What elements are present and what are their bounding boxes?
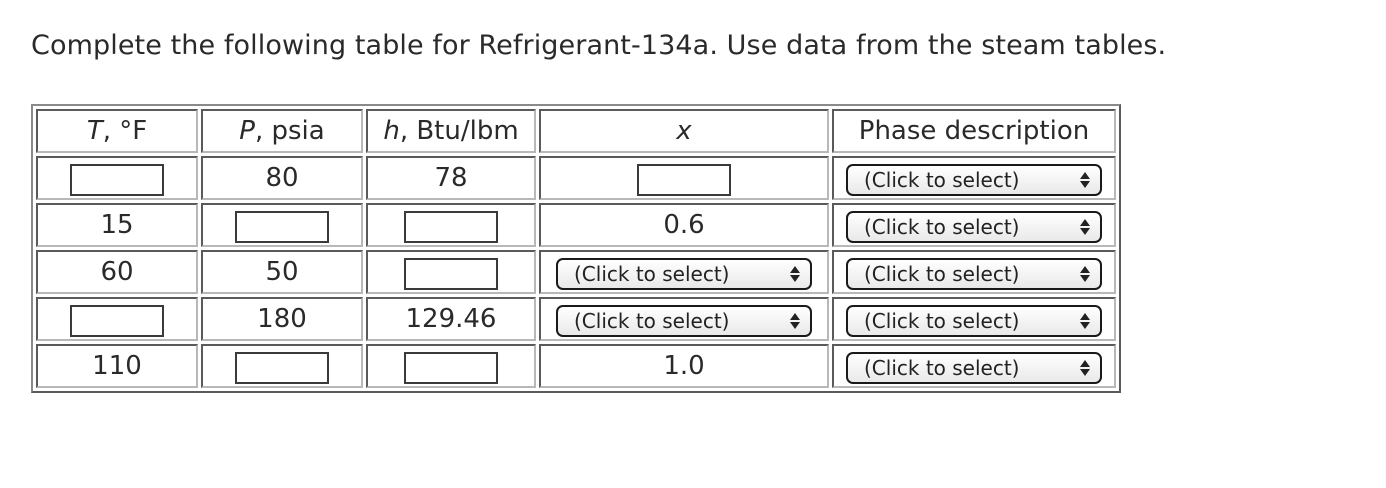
table-row <box>36 250 1116 294</box>
enthalpy-input[interactable] <box>404 258 498 290</box>
cell-phase <box>832 297 1116 341</box>
header-quality <box>539 109 829 153</box>
pressure-input[interactable] <box>235 352 329 384</box>
header-quality-var: x <box>676 116 692 146</box>
header-phase-description: Phase description <box>832 109 1116 153</box>
enthalpy-input[interactable] <box>404 352 498 384</box>
header-temperature-unit: , °F <box>102 116 148 146</box>
quality-input[interactable] <box>637 164 731 196</box>
up-down-arrows-icon <box>790 313 800 329</box>
cell-enthalpy <box>366 297 536 341</box>
table-row <box>36 344 1116 388</box>
cell-quality <box>539 156 829 200</box>
header-pressure <box>201 109 363 153</box>
phase-select[interactable] <box>846 305 1102 337</box>
cell-enthalpy <box>366 250 536 294</box>
phase-select[interactable] <box>846 258 1102 290</box>
cell-pressure <box>201 344 363 388</box>
quality-select[interactable] <box>556 305 812 337</box>
header-enthalpy <box>366 109 536 153</box>
temperature-input[interactable] <box>70 164 164 196</box>
phase-select[interactable] <box>846 211 1102 243</box>
header-enthalpy-var: h <box>383 116 400 146</box>
pressure-value: 180 <box>257 304 307 334</box>
quality-value: 0.6 <box>663 210 705 240</box>
up-down-arrows-icon <box>790 266 800 282</box>
header-temperature-var: T <box>86 116 103 146</box>
quality-select-label: (Click to select) <box>574 262 730 286</box>
header-temperature <box>36 109 198 153</box>
up-down-arrows-icon <box>1080 219 1090 235</box>
phase-select-label: (Click to select) <box>864 309 1020 333</box>
cell-phase <box>832 344 1116 388</box>
cell-quality <box>539 250 829 294</box>
cell-enthalpy <box>366 156 536 200</box>
header-row <box>36 109 1116 153</box>
enthalpy-input[interactable] <box>404 211 498 243</box>
quality-select-label: (Click to select) <box>574 309 730 333</box>
header-enthalpy-unit: , Btu/lbm <box>399 116 519 146</box>
up-down-arrows-icon <box>1080 360 1090 376</box>
cell-temperature <box>36 250 198 294</box>
temperature-value: 110 <box>92 351 142 381</box>
cell-enthalpy <box>366 344 536 388</box>
table-row <box>36 156 1116 200</box>
cell-quality <box>539 344 829 388</box>
up-down-arrows-icon <box>1080 313 1090 329</box>
quality-value: 1.0 <box>663 351 705 381</box>
temperature-value: 15 <box>100 210 134 240</box>
header-pressure-var: P <box>239 116 255 146</box>
cell-quality <box>539 203 829 247</box>
table-row <box>36 203 1116 247</box>
table-row <box>36 297 1116 341</box>
up-down-arrows-icon <box>1080 172 1090 188</box>
cell-phase <box>832 250 1116 294</box>
cell-phase <box>832 203 1116 247</box>
enthalpy-value: 78 <box>434 163 468 193</box>
temperature-value: 60 <box>100 257 134 287</box>
cell-enthalpy <box>366 203 536 247</box>
cell-temperature <box>36 344 198 388</box>
question-prompt: Complete the following table for Refrigerant-134a. Use data from the steam tables. <box>31 30 1167 61</box>
cell-temperature <box>36 297 198 341</box>
cell-pressure <box>201 297 363 341</box>
temperature-input[interactable] <box>70 305 164 337</box>
cell-temperature <box>36 203 198 247</box>
up-down-arrows-icon <box>1080 266 1090 282</box>
quality-select[interactable] <box>556 258 812 290</box>
header-pressure-unit: , psia <box>254 116 325 146</box>
cell-pressure <box>201 250 363 294</box>
cell-pressure <box>201 156 363 200</box>
phase-select[interactable] <box>846 164 1102 196</box>
pressure-value: 80 <box>265 163 299 193</box>
phase-select-label: (Click to select) <box>864 215 1020 239</box>
phase-select-label: (Click to select) <box>864 168 1020 192</box>
phase-select[interactable] <box>846 352 1102 384</box>
cell-phase <box>832 156 1116 200</box>
pressure-value: 50 <box>265 257 299 287</box>
phase-select-label: (Click to select) <box>864 356 1020 380</box>
pressure-input[interactable] <box>235 211 329 243</box>
r134a-property-table <box>31 104 1121 393</box>
cell-temperature <box>36 156 198 200</box>
enthalpy-value: 129.46 <box>405 304 497 334</box>
cell-pressure <box>201 203 363 247</box>
phase-select-label: (Click to select) <box>864 262 1020 286</box>
cell-quality <box>539 297 829 341</box>
